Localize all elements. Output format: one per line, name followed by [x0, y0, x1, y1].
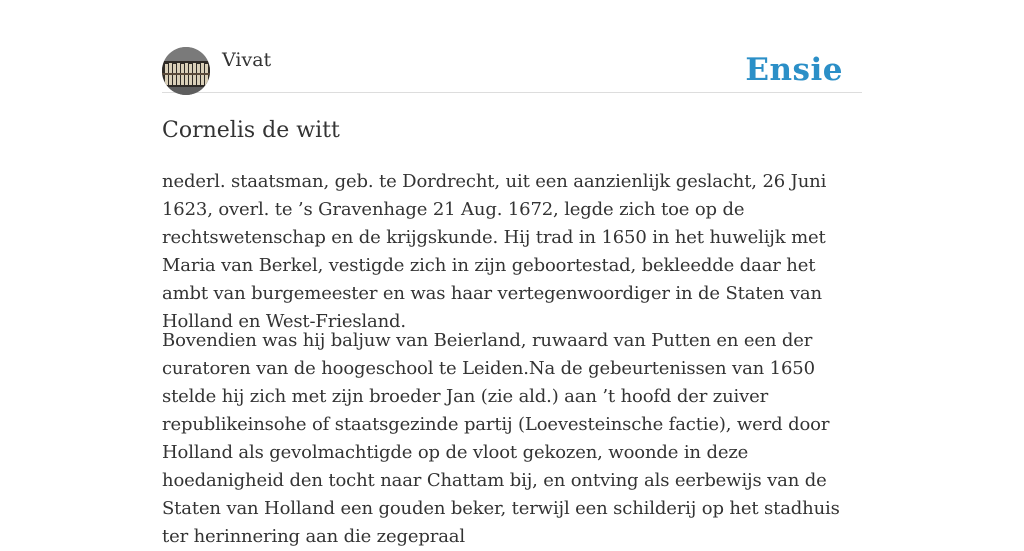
article-paragraph: nederl. staatsman, geb. te Dordrecht, uit een aanzienlijk geslacht, 26 Juni 1623, overl. te ’s Gravenhage 21 Aug. 1672, legde zich toe op de rechtswetenschap en de krijgskunde. Hij trad in 1650 in het huwelijk met Maria van Berkel, vestigde zich in zijn geboortestad, bekleedde daar het ambt van burgemeester en was haar vertegenwoordiger in de Staten van Holland en West-Friesland. — [162, 171, 827, 332]
article-paragraph: Bovendien was hij baljuw van Beierland, ruwaard van Putten en een der curatoren van de hoogeschool te Leiden.Na de gebeurtenissen van 1650 stelde hij zich met zijn broeder Jan (zie ald.) aan ’t hoofd der zuiver republikeinsohe of staatsgezinde partij (Loevesteinsche factie), werd door Holland als gevolmachtigde op de vloot gekozen, woonde in deze hoedanigheid den tocht naar Chattam bij, en ontving als eerbewijs van de Staten van Holland een gouden beker, terwijl een schilderij op het stadhuis ter herinnering aan die zegepraal — [162, 330, 840, 547]
author-avatar[interactable] — [162, 47, 210, 95]
brand-logo[interactable]: Ensie — [745, 52, 843, 88]
author-name[interactable]: Vivat — [222, 49, 272, 71]
bookshelf-icon — [162, 47, 210, 95]
article-title: Cornelis de witt — [162, 118, 340, 143]
article-header — [162, 46, 862, 93]
article-card — [162, 0, 862, 547]
